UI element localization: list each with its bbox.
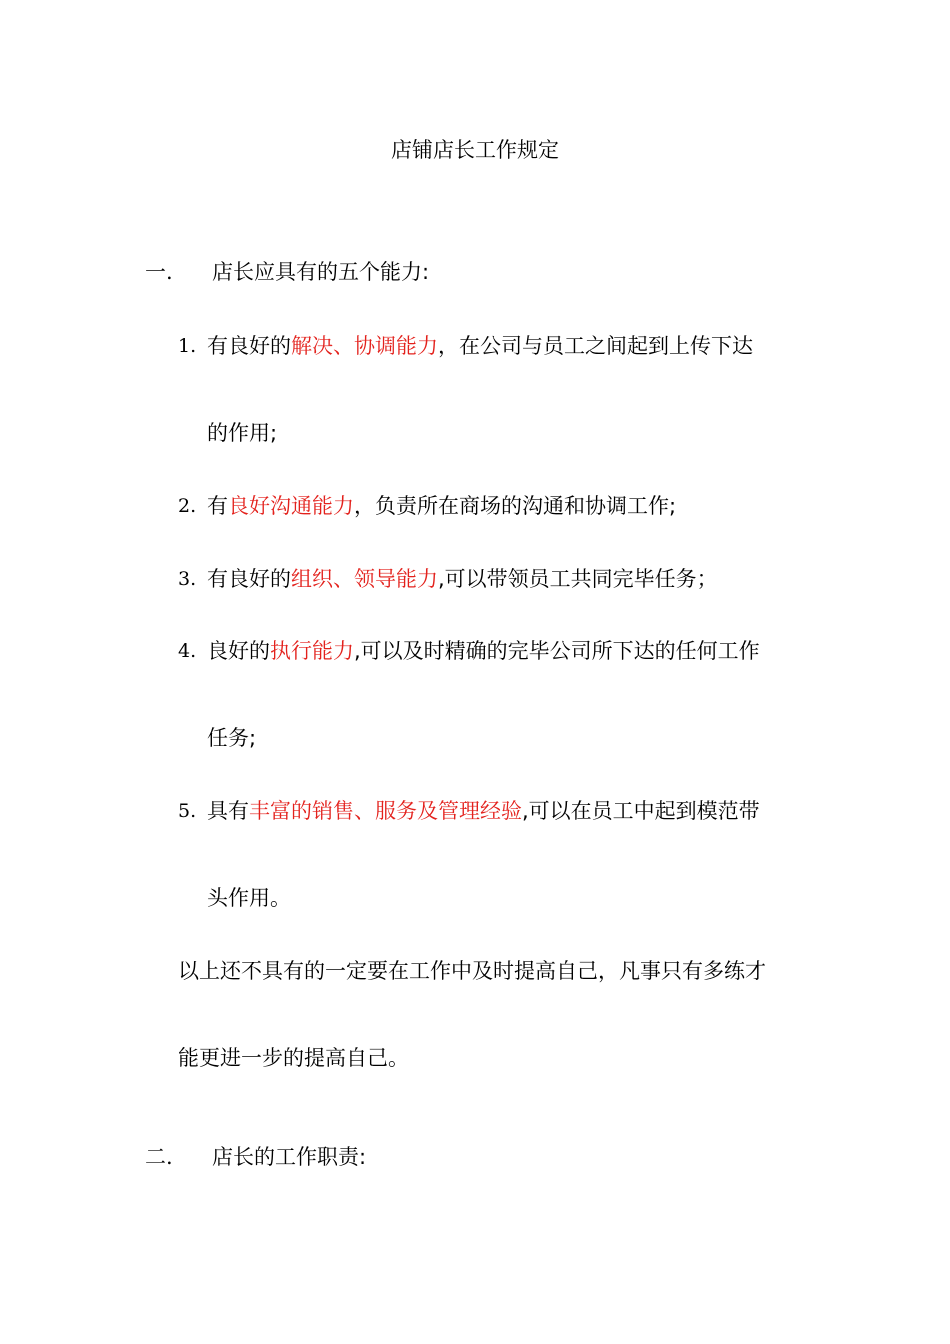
section-2-heading: 店长的工作职责: (212, 1145, 367, 1169)
item-5-highlight: 丰富的销售、服务及管理经验 (249, 799, 522, 823)
item-1-highlight: 解决、协调能力 (291, 334, 438, 358)
document-title: 店铺店长工作规定 (391, 138, 559, 162)
item-3-highlight: 组织、领导能力 (291, 567, 438, 591)
item-1-text: 有良好的解决、协调能力，在公司与员工之间起到上传下达 (207, 334, 753, 358)
item-2-text: 有良好沟通能力，负责所在商场的沟通和协调工作; (207, 494, 677, 518)
item-5-text: 具有丰富的销售、服务及管理经验,可以在员工中起到模范带 (207, 799, 760, 823)
item-4-text: 良好的执行能力,可以及时精确的完毕公司所下达的任何工作 (207, 639, 760, 663)
section-2-number: 二. (145, 1145, 173, 1169)
section-1-heading: 店长应具有的五个能力: (212, 260, 430, 284)
item-3-number: 3. (178, 568, 197, 590)
item-2-number: 2. (178, 495, 197, 517)
item-3-text: 有良好的组织、领导能力,可以带领员工共同完毕任务； (207, 567, 718, 591)
note-line-2: 能更进一步的提高自己。 (178, 1046, 409, 1070)
item-2-highlight: 良好沟通能力 (228, 494, 354, 518)
item-4-number: 4. (178, 640, 197, 662)
item-1-continuation: 的作用; (207, 421, 278, 445)
item-5-number: 5. (178, 800, 197, 822)
item-5-continuation: 头作用。 (207, 886, 291, 910)
item-1-number: 1. (178, 335, 197, 357)
section-1-number: 一. (145, 260, 173, 284)
item-4-highlight: 执行能力 (270, 639, 354, 663)
note-line-1: 以上还不具有的一定要在工作中及时提高自己，凡事只有多练才 (178, 959, 766, 983)
item-4-continuation: 任务; (207, 726, 257, 750)
